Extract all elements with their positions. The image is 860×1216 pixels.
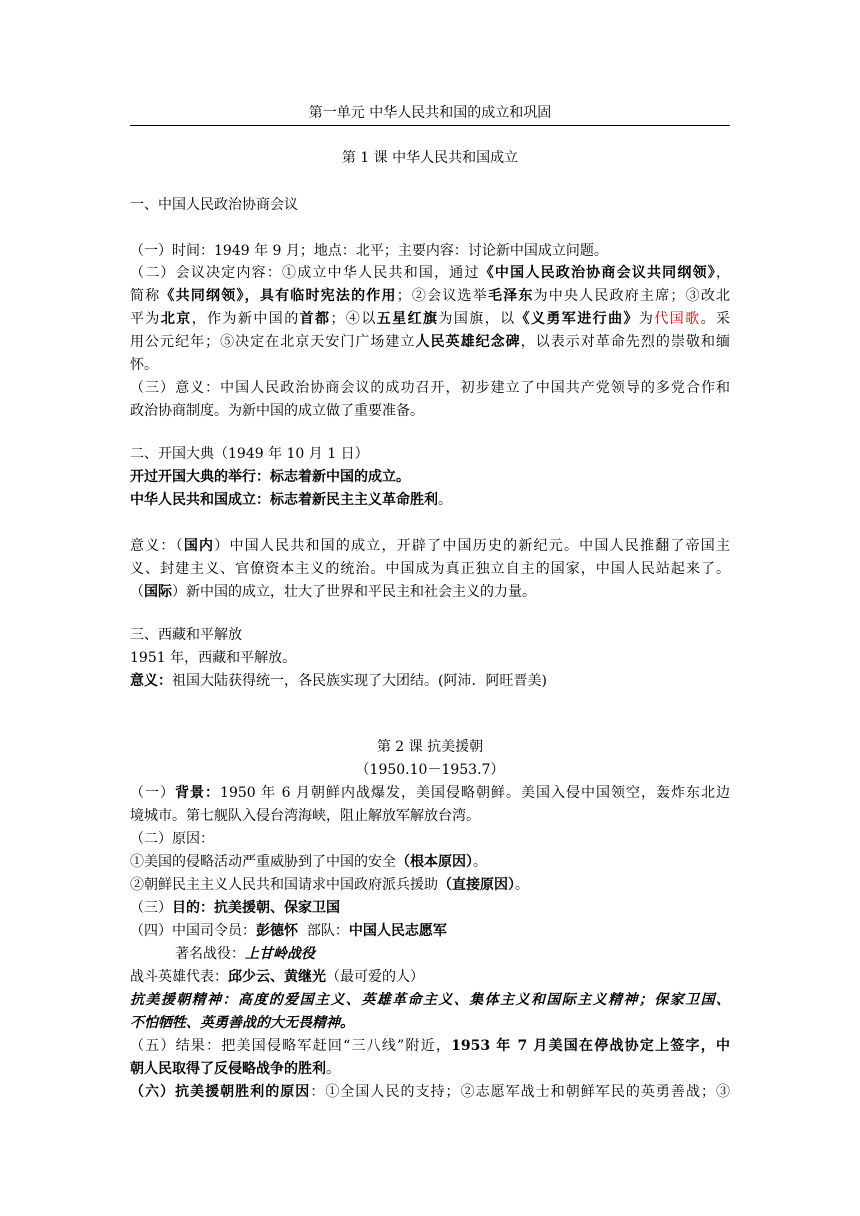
bold-text: 《义勇军进行曲》 — [515, 311, 639, 327]
text: ：①全国人民的支持；②志愿军战士和朝鲜军民的英勇善战；③ — [310, 1084, 731, 1100]
bold-text: 毛泽东 — [487, 288, 534, 304]
text: （一） — [130, 785, 176, 801]
text: 用公元纪年；⑤决定在北京天安门广场建立 — [130, 334, 416, 350]
text: 。 — [438, 492, 452, 508]
text: 部队： — [298, 923, 349, 939]
sec1-para2-line3 — [130, 309, 730, 329]
bold-text: 《中国人民政治协商会议共同纲领》 — [479, 265, 716, 281]
sec2-heading: 二、开国大典（1949 年 10 月 1 日） — [130, 446, 369, 462]
l2-background-line1 — [130, 783, 730, 803]
sec2-significance-line2: 义、封建主义、官僚资本主义的统治。中国成为真正独立自主的国家，中国人民站起来了。 — [130, 561, 730, 577]
lesson2-title: 第 2 课 抗美援朝 — [376, 739, 484, 755]
text: 为 — [638, 311, 655, 327]
text: 1950 年 6 月朝鲜内战爆发，美国侵略朝鲜。美国入侵中国领空，轰炸东北边 — [220, 785, 731, 801]
bold-text: 邱少云、黄继光 — [228, 969, 326, 985]
text: 。 — [326, 1061, 340, 1077]
l2-spirit-line1: 抗美援朝精神：高度的爱国主义、英雄革命主义、集体主义和国际主义精神；保家卫国、 — [130, 992, 730, 1008]
sec3-line1: 1951 年，西藏和平解放。 — [130, 650, 297, 666]
l2-goal — [130, 898, 730, 918]
bold-text: 目的：抗美援朝、保家卫国 — [172, 900, 340, 916]
bold-text: 五星红旗 — [376, 311, 439, 327]
l2-reason-2 — [130, 875, 730, 895]
text: 意义：（ — [130, 538, 184, 554]
text: 为中央人民政府主席；③改北 — [533, 288, 731, 304]
sec1-heading: 一、中国人民政治协商会议 — [130, 197, 298, 213]
red-text: 代国歌 — [654, 311, 701, 327]
bold-text: 1953 年 7 月美国在停战协定上签字，中 — [451, 1038, 730, 1054]
lesson1-title: 第 1 课 中华人民共和国成立 — [341, 150, 519, 166]
text: （五）结果：把美国侵略军赶回“三八线”附近， — [130, 1038, 452, 1054]
sec1-para2-line1 — [130, 263, 730, 283]
text: 平为 — [130, 311, 161, 327]
lesson2-dates: （1950.10－1953.7） — [355, 762, 505, 778]
l2-reason-heading: （二）原因： — [130, 831, 214, 847]
text: 战斗英雄代表： — [130, 969, 228, 985]
bold-text: 背景： — [175, 785, 221, 801]
sec2-significance-line3 — [130, 582, 730, 602]
text: 著名战役： — [175, 946, 245, 962]
bold-italic-text: 上甘岭战役 — [245, 946, 315, 962]
sec2-line1: 开过开国大典的举行：标志着新中国的成立。 — [130, 469, 410, 485]
bold-text: 朝人民取得了反侵略战争的胜利 — [130, 1061, 326, 1077]
bold-text: （直接原因） — [438, 877, 515, 893]
bold-text: 《共同纲领》，具有临时宪法的作用 — [160, 288, 397, 304]
l2-result-line1 — [130, 1036, 730, 1056]
sec3-heading: 三、西藏和平解放 — [130, 627, 242, 643]
text: ②朝鲜民主主义人民共和国请求中国政府派兵援助 — [130, 877, 438, 893]
bold-text: 中华人民共和国成立：标志着新民主主义革命胜利 — [130, 492, 438, 508]
bold-text: 国际 — [144, 584, 172, 600]
bold-text: 人民英雄纪念碑 — [415, 334, 521, 350]
text: （ — [130, 584, 144, 600]
text: ，作为新中国的 — [191, 311, 300, 327]
text: （二）会议决定内容：①成立中华人民共和国，通过 — [130, 265, 480, 281]
l2-reason-1 — [130, 852, 730, 872]
unit-header: 第一单元 中华人民共和国的成立和巩固 — [130, 104, 730, 126]
sec2-line2 — [130, 490, 730, 510]
text: ；②会议选举 — [396, 288, 488, 304]
bold-text: 彭德怀 — [256, 923, 298, 939]
l2-background-line2: 境城市。第七舰队入侵台湾海峡，阻止解放军解放台湾。 — [130, 808, 480, 824]
l2-victory-reasons — [130, 1082, 730, 1102]
sec2-significance-line1 — [130, 536, 730, 556]
text: ①美国的侵略活动严重威胁到了中国的安全 — [130, 854, 396, 870]
text: ；④以 — [330, 311, 377, 327]
text: （三） — [130, 900, 172, 916]
l2-battle — [175, 944, 730, 964]
text: （最可爱的人） — [326, 969, 424, 985]
l2-heroes — [130, 967, 730, 987]
bold-text: 北京 — [160, 311, 192, 327]
sec1-para2-line5: 怀。 — [130, 357, 158, 373]
sec3-line2 — [130, 671, 730, 691]
sec1-para1: （一）时间：1949 年 9 月；地点：北平；主要内容：讨论新中国成立问题。 — [130, 243, 608, 259]
text: ， — [716, 265, 730, 281]
l2-result-line2 — [130, 1059, 730, 1079]
text: 为国旗，以 — [438, 311, 516, 327]
bold-text: （根本原因） — [396, 854, 473, 870]
text: ，以表示对革命先烈的崇敬和缅 — [520, 334, 731, 350]
l2-commander — [130, 921, 730, 941]
bold-text: 首都 — [299, 311, 331, 327]
bold-text: （六）抗美援朝胜利的原因 — [130, 1084, 311, 1100]
bold-text: 国内 — [183, 538, 215, 554]
sec1-para2-line4 — [130, 332, 730, 352]
sec1-para3-line1: （三）意义：中国人民政治协商会议的成功召开，初步建立了中国共产党领导的多党合作和 — [130, 380, 730, 396]
text: ）中国人民共和国的成立，开辟了中国历史的新纪元。中国人民推翻了帝国主 — [214, 538, 731, 554]
text: 。 — [515, 877, 529, 893]
text: 简称 — [130, 288, 161, 304]
bold-text: 中国人民志愿军 — [348, 923, 447, 939]
sec1-para2-line2 — [130, 286, 730, 306]
text: 祖国大陆获得统一，各民族实现了大团结。(阿沛．阿旺晋美) — [172, 673, 547, 689]
text: 。 — [473, 854, 487, 870]
text: （四）中国司令员： — [130, 923, 256, 939]
sec1-para3-line2: 政治协商制度。为新中国的成立做了重要准备。 — [130, 403, 424, 419]
text: ）新中国的成立，壮大了世界和平民主和社会主义的力量。 — [172, 584, 536, 600]
l2-spirit-line2: 不怕牺牲、英勇善战的大无畏精神。 — [130, 1015, 354, 1031]
bold-text: 意义： — [130, 673, 172, 689]
text: 。采 — [700, 311, 731, 327]
